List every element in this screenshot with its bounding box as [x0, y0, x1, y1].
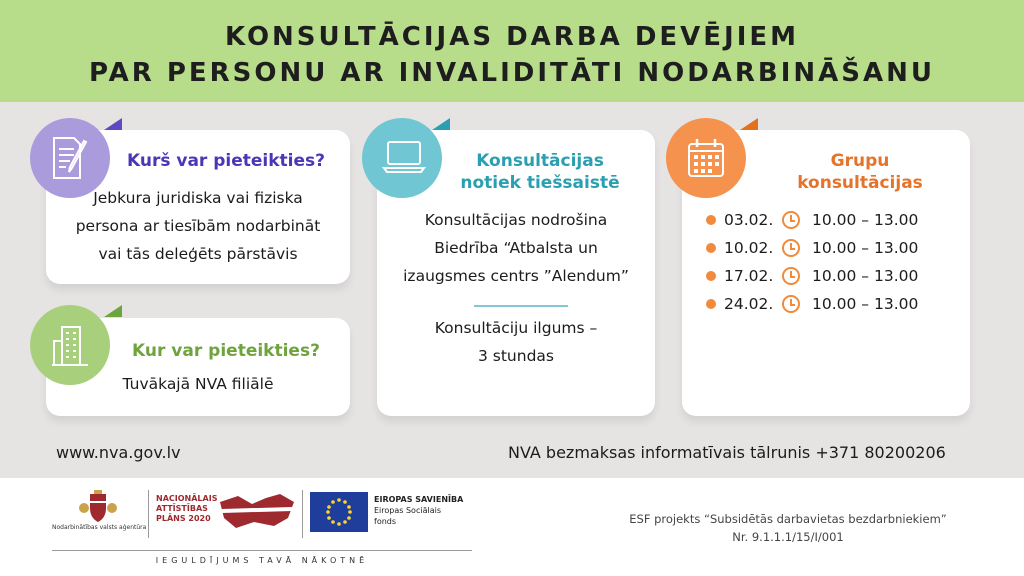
where-card-corner	[104, 305, 122, 317]
who-text	[56, 184, 340, 268]
online-text	[387, 206, 645, 290]
session-time: 10.00 – 13.00	[812, 211, 919, 229]
online-duration	[387, 314, 645, 370]
who-text-line: persona ar tiesībām nodarbināt	[75, 217, 321, 235]
coat-of-arms-icon	[78, 490, 118, 524]
laptop-icon	[382, 136, 426, 176]
building-icon	[50, 323, 90, 367]
session-time: 10.00 – 13.00	[812, 239, 919, 257]
eu-label-line: fonds	[374, 517, 397, 526]
eu-label-title: EIROPAS SAVIENĪBA	[374, 495, 464, 504]
document-pen-icon	[50, 136, 90, 180]
logo-divider	[302, 490, 303, 538]
group-title-line: Grupu	[830, 151, 890, 171]
group-icon-circle	[666, 118, 746, 198]
where-title: Kur var pieteikties?	[132, 341, 320, 361]
online-card-corner	[432, 118, 450, 130]
slogan-rule	[52, 550, 472, 551]
project-name: ESF projekts “Subsidētās darbavietas bezdarbniekiem”	[629, 512, 947, 526]
who-text-line: vai tās deleģēts pārstāvis	[98, 245, 298, 263]
page-title-line1: KONSULTĀCIJAS DARBA DEVĒJIEM	[224, 22, 800, 52]
who-text-line: Jebkura juridiska vai fiziska	[93, 189, 303, 207]
group-card-corner	[740, 118, 758, 130]
session-date: 10.02.	[724, 239, 774, 257]
project-number: Nr. 9.1.1.1/15/I/001	[732, 530, 844, 544]
online-title	[440, 150, 640, 194]
bullet-dot	[706, 243, 716, 253]
plan-label	[156, 494, 217, 524]
plan-label-line: ATTĪSTĪBAS	[156, 504, 208, 513]
online-duration-line: 3 stundas	[477, 347, 554, 365]
slogan-text: IEGULDĪJUMS TAVĀ NĀKOTNĒ	[155, 556, 369, 565]
session-row	[706, 262, 918, 290]
online-divider	[474, 305, 568, 307]
funding-logos	[52, 478, 472, 576]
clock-icon	[782, 295, 800, 313]
session-row	[706, 206, 918, 234]
page-title-line2: PAR PERSONU AR INVALIDITĀTI NODARBINĀŠANU	[88, 58, 936, 88]
agency-label: Nodarbinātības valsts aģentūra	[52, 524, 147, 531]
where-text: Tuvākajā NVA filiālē	[122, 375, 274, 393]
clock-icon	[782, 239, 800, 257]
session-date: 24.02.	[724, 295, 774, 313]
header-banner	[0, 0, 1024, 102]
group-title-line: konsultācijas	[797, 173, 923, 193]
logo-divider	[148, 490, 149, 538]
who-title: Kurš var pieteikties?	[126, 151, 326, 171]
session-row	[706, 234, 918, 262]
bullet-dot	[706, 215, 716, 225]
session-row	[706, 290, 918, 318]
eu-flag-icon	[310, 492, 368, 532]
website-link[interactable]: www.nva.gov.lv	[56, 443, 181, 462]
online-title-line: Konsultācijas	[476, 151, 604, 171]
eu-label	[374, 494, 463, 527]
session-date: 03.02.	[724, 211, 774, 229]
online-icon-circle	[362, 118, 442, 198]
who-card-corner	[104, 118, 122, 130]
plan-label-line: PLĀNS 2020	[156, 514, 211, 523]
bullet-dot	[706, 271, 716, 281]
session-time: 10.00 – 13.00	[812, 295, 919, 313]
session-date: 17.02.	[724, 267, 774, 285]
session-time: 10.00 – 13.00	[812, 267, 919, 285]
plan-label-line: NACIONĀLAIS	[156, 494, 218, 503]
group-title	[760, 150, 960, 194]
online-text-line: Konsultācijas nodrošina	[424, 211, 608, 229]
online-text-line: izaugsmes centrs ”Alendum”	[403, 267, 629, 285]
clock-icon	[782, 211, 800, 229]
online-duration-line: Konsultāciju ilgums –	[434, 319, 598, 337]
hotline-text: NVA bezmaksas informatīvais tālrunis +371 80200206	[508, 443, 946, 462]
latvia-map-icon	[218, 492, 296, 532]
online-text-line: Biedrība “Atbalsta un	[434, 239, 598, 257]
session-list	[706, 206, 918, 318]
calendar-icon	[686, 136, 726, 180]
bullet-dot	[706, 299, 716, 309]
clock-icon	[782, 267, 800, 285]
online-title-line: notiek tiešsaistē	[460, 173, 620, 193]
eu-label-line: Eiropas Sociālais	[374, 506, 441, 515]
